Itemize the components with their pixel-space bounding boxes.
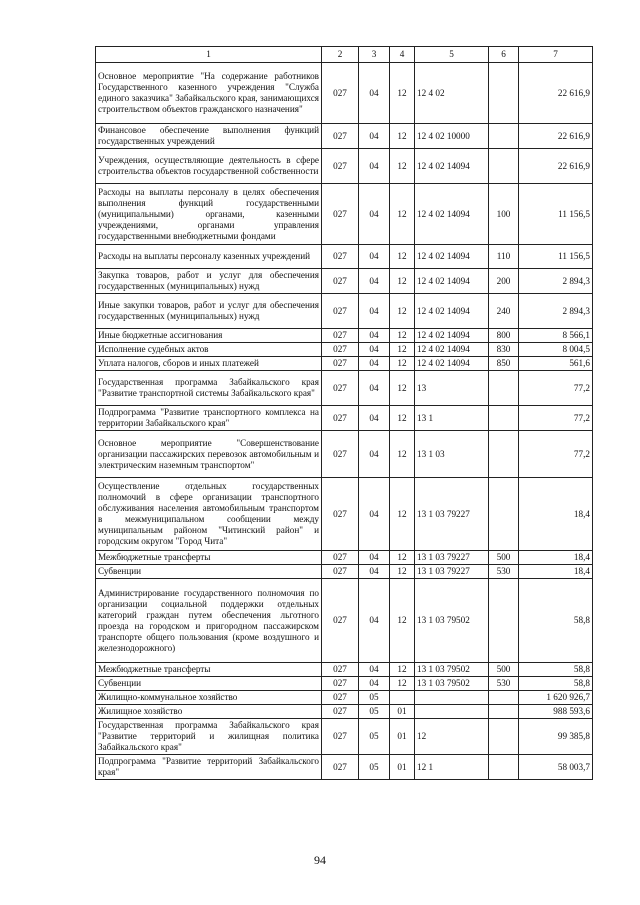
header-col-6: 6 [489,47,519,63]
row-name: Иные бюджетные ассигнования [96,329,322,343]
row-section: 04 [359,478,390,551]
row-subsection: 01 [390,705,415,719]
row-target-article: 12 [415,719,489,755]
row-admin-code: 027 [322,755,359,780]
row-expense-type [489,478,519,551]
table-row [96,478,593,551]
row-name: Администрирование государственного полномочия по организации социальной поддержки отдельных категорий граждан путем обеспечения льготного проезда на городском и пригородном пассажирском транспорте общего пользования (кроме воздушного и железнодорожного) [96,579,322,663]
row-name: Основное мероприятие "На содержание работников Государственного казенного учреждения "Служба единого заказчика" Забайкальского края, занимающихся строительством объектов гражданского назначения" [96,63,322,124]
table-row [96,663,593,677]
budget-table [95,46,593,780]
row-section: 04 [359,551,390,565]
row-section: 04 [359,406,390,431]
row-expense-type: 110 [489,245,519,269]
table-row [96,294,593,329]
row-expense-type: 800 [489,329,519,343]
row-subsection: 12 [390,677,415,691]
row-subsection: 12 [390,269,415,294]
table-row [96,406,593,431]
row-admin-code: 027 [322,663,359,677]
row-expense-type [489,406,519,431]
row-name: Закупка товаров, работ и услуг для обеспечения государственных (муниципальных) нужд [96,269,322,294]
row-admin-code: 027 [322,565,359,579]
row-expense-type [489,149,519,184]
row-admin-code: 027 [322,149,359,184]
row-target-article: 13 1 03 79502 [415,677,489,691]
row-subsection: 12 [390,431,415,478]
row-amount: 2 894,3 [519,269,593,294]
header-col-1: 1 [96,47,322,63]
table-row [96,124,593,149]
row-subsection: 12 [390,579,415,663]
row-section: 04 [359,343,390,357]
row-target-article: 12 4 02 14094 [415,269,489,294]
row-amount: 58,8 [519,663,593,677]
table-row [96,269,593,294]
row-section: 04 [359,329,390,343]
table-row [96,245,593,269]
row-section: 04 [359,431,390,478]
row-name: Государственная программа Забайкальского края "Развитие транспортной системы Забайкальского края" [96,371,322,406]
row-expense-type [489,63,519,124]
row-subsection: 12 [390,124,415,149]
row-subsection: 12 [390,551,415,565]
row-expense-type [489,719,519,755]
row-section: 04 [359,245,390,269]
table-row [96,677,593,691]
row-amount: 22 616,9 [519,149,593,184]
row-admin-code: 027 [322,184,359,245]
row-expense-type [489,579,519,663]
row-admin-code: 027 [322,719,359,755]
row-amount: 77,2 [519,431,593,478]
row-amount: 18,4 [519,551,593,565]
row-amount: 99 385,8 [519,719,593,755]
table-row [96,357,593,371]
table-row [96,431,593,478]
row-admin-code: 027 [322,63,359,124]
row-target-article: 12 4 02 14094 [415,294,489,329]
row-section: 04 [359,124,390,149]
table-row [96,329,593,343]
row-amount: 988 593,6 [519,705,593,719]
row-admin-code: 027 [322,294,359,329]
row-target-article: 13 1 03 79502 [415,579,489,663]
row-section: 04 [359,63,390,124]
table-row [96,63,593,124]
row-subsection: 12 [390,357,415,371]
row-amount: 18,4 [519,478,593,551]
row-expense-type: 240 [489,294,519,329]
row-amount: 22 616,9 [519,124,593,149]
row-name: Осуществление отдельных государственных полномочий в сфере организации транспортного обслуживания населения автомобильным транспортом в межмуниципальном сообщении между муниципальным районом "Читинский район" и городским округом "Город Чита" [96,478,322,551]
row-section: 05 [359,705,390,719]
row-subsection: 12 [390,329,415,343]
row-target-article: 12 4 02 [415,63,489,124]
table-row [96,184,593,245]
row-name: Жилищно-коммунальное хозяйство [96,691,322,705]
header-row [96,47,593,63]
row-target-article: 12 4 02 14094 [415,245,489,269]
row-name: Исполнение судебных актов [96,343,322,357]
row-target-article [415,691,489,705]
row-section: 04 [359,294,390,329]
row-expense-type [489,124,519,149]
header-col-7: 7 [519,47,593,63]
header-col-5: 5 [415,47,489,63]
row-admin-code: 027 [322,343,359,357]
row-amount: 58 003,7 [519,755,593,780]
table-row [96,149,593,184]
row-admin-code: 027 [322,478,359,551]
table-row [96,691,593,705]
row-target-article: 13 1 03 79227 [415,551,489,565]
row-subsection: 12 [390,63,415,124]
row-subsection: 12 [390,343,415,357]
row-subsection: 12 [390,663,415,677]
row-section: 04 [359,357,390,371]
row-target-article: 13 1 03 79227 [415,565,489,579]
row-expense-type [489,691,519,705]
row-name: Подпрограмма "Развитие транспортного комплекса на территории Забайкальского края" [96,406,322,431]
row-section: 04 [359,371,390,406]
row-section: 04 [359,579,390,663]
row-name: Подпрограмма "Развитие территорий Забайкальского края" [96,755,322,780]
row-admin-code: 027 [322,431,359,478]
row-admin-code: 027 [322,371,359,406]
row-amount: 22 616,9 [519,63,593,124]
row-name: Субвенции [96,565,322,579]
row-admin-code: 027 [322,329,359,343]
row-amount: 2 894,3 [519,294,593,329]
row-expense-type: 100 [489,184,519,245]
row-target-article: 13 1 03 79502 [415,663,489,677]
row-admin-code: 027 [322,691,359,705]
page-number: 94 [314,853,326,867]
row-amount: 561,6 [519,357,593,371]
row-section: 04 [359,269,390,294]
row-section: 04 [359,184,390,245]
row-expense-type: 830 [489,343,519,357]
row-expense-type: 500 [489,663,519,677]
table-row [96,343,593,357]
row-subsection [390,691,415,705]
row-amount: 18,4 [519,565,593,579]
row-name: Уплата налогов, сборов и иных платежей [96,357,322,371]
row-target-article: 12 4 02 14094 [415,184,489,245]
row-subsection: 12 [390,149,415,184]
row-amount: 8 004,5 [519,343,593,357]
row-section: 05 [359,755,390,780]
header-col-3: 3 [359,47,390,63]
row-admin-code: 027 [322,124,359,149]
row-admin-code: 027 [322,705,359,719]
table-row [96,719,593,755]
header-col-2: 2 [322,47,359,63]
row-expense-type [489,371,519,406]
row-subsection: 12 [390,406,415,431]
row-name: Жилищное хозяйство [96,705,322,719]
row-amount: 58,8 [519,579,593,663]
row-amount: 11 156,5 [519,245,593,269]
row-subsection: 01 [390,719,415,755]
table-row [96,551,593,565]
row-expense-type: 530 [489,677,519,691]
row-name: Межбюджетные трансферты [96,663,322,677]
row-expense-type [489,755,519,780]
row-subsection: 01 [390,755,415,780]
row-section: 05 [359,691,390,705]
row-expense-type [489,705,519,719]
row-expense-type: 200 [489,269,519,294]
row-name: Государственная программа Забайкальского края "Развитие территорий и жилищная политика Забайкальского края" [96,719,322,755]
row-subsection: 12 [390,565,415,579]
row-amount: 11 156,5 [519,184,593,245]
row-target-article: 13 1 03 [415,431,489,478]
row-subsection: 12 [390,294,415,329]
row-target-article: 12 4 02 14094 [415,343,489,357]
row-expense-type: 530 [489,565,519,579]
header-col-4: 4 [390,47,415,63]
table-row [96,705,593,719]
row-target-article: 13 [415,371,489,406]
row-expense-type: 500 [489,551,519,565]
row-admin-code: 027 [322,357,359,371]
row-admin-code: 027 [322,245,359,269]
row-target-article: 12 4 02 10000 [415,124,489,149]
row-expense-type: 850 [489,357,519,371]
row-admin-code: 027 [322,579,359,663]
row-section: 05 [359,719,390,755]
table-body [96,63,593,780]
row-amount: 77,2 [519,406,593,431]
row-subsection: 12 [390,371,415,406]
row-subsection: 12 [390,478,415,551]
row-section: 04 [359,677,390,691]
row-name: Межбюджетные трансферты [96,551,322,565]
row-target-article: 13 1 [415,406,489,431]
row-section: 04 [359,149,390,184]
row-admin-code: 027 [322,677,359,691]
table-row [96,371,593,406]
row-amount: 1 620 926,7 [519,691,593,705]
row-subsection: 12 [390,184,415,245]
row-name: Субвенции [96,677,322,691]
table-row [96,755,593,780]
row-section: 04 [359,663,390,677]
row-target-article: 12 4 02 14094 [415,357,489,371]
row-admin-code: 027 [322,269,359,294]
row-name: Учреждения, осуществляющие деятельность в сфере строительства объектов государственной собственности [96,149,322,184]
row-expense-type [489,431,519,478]
row-amount: 8 566,1 [519,329,593,343]
row-amount: 77,2 [519,371,593,406]
row-name: Расходы на выплаты персоналу казенных учреждений [96,245,322,269]
row-amount: 58,8 [519,677,593,691]
row-admin-code: 027 [322,551,359,565]
row-admin-code: 027 [322,406,359,431]
table-row [96,579,593,663]
row-target-article: 13 1 03 79227 [415,478,489,551]
row-target-article [415,705,489,719]
row-name: Расходы на выплаты персоналу в целях обеспечения выполнения функций государственными (муниципальными) органами, казенными учреждениями, органами управления государственными внебюджетными фондами [96,184,322,245]
row-name: Финансовое обеспечение выполнения функций государственных учреждений [96,124,322,149]
row-target-article: 12 4 02 14094 [415,329,489,343]
row-section: 04 [359,565,390,579]
row-target-article: 12 4 02 14094 [415,149,489,184]
row-subsection: 12 [390,245,415,269]
table-row [96,565,593,579]
row-target-article: 12 1 [415,755,489,780]
row-name: Иные закупки товаров, работ и услуг для обеспечения государственных (муниципальных) нужд [96,294,322,329]
row-name: Основное мероприятие "Совершенствование организации пассажирских перевозок автомобильным и электрическим наземным транспортом" [96,431,322,478]
